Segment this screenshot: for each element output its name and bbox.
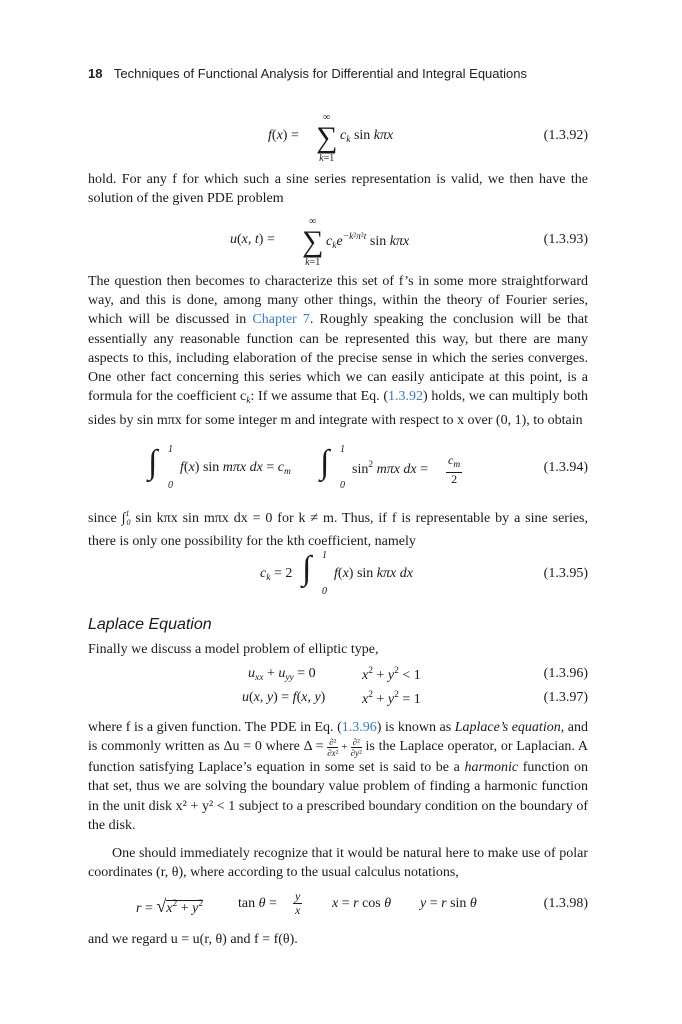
- page-number: 18: [88, 66, 103, 81]
- text: , and is commonly written as Δu = 0 where Δ =: [88, 720, 588, 755]
- paragraph: Finally we discuss a model problem of elliptic type,: [88, 642, 379, 657]
- equation-1-3-95: $c_k = 2$ ∫ 1 0 f(x) sin kπx dx (1.3.95): [260, 550, 588, 597]
- equation-number: (1.3.94): [543, 460, 588, 475]
- text: ) holds, we can multiply both sides by sin mπx for some integer m and integrate with respect to x over (0, 1), to obtain: [88, 389, 588, 429]
- paragraph: hold. For any f for which such a sine series representation is valid, we then have the solution of the given PDE problem: [88, 172, 588, 207]
- equation-1-3-92: f(x) = ∞ ∑ k=1 $c_k$ sin kπx (1.3.92): [268, 112, 588, 164]
- term: Laplace’s equation: [454, 720, 561, 735]
- running-header: [88, 66, 527, 81]
- text: since: [88, 511, 122, 526]
- equation-number: (1.3.96): [543, 666, 588, 681]
- equation-1-3-94: ∫ 1 0 f(x) sin mπx dx = $c_m$ ∫ 1 0 $\sin^2 m\pi x$ dx = $\frac{c_m}{2}$ (1.3.94): [148, 444, 588, 491]
- text: function on that set, thus we are solving the boundary value problem of finding a harmonic function in the unit disk x² + y² < 1 subject to a prescribed boundary condition on the boundary of the disk.: [88, 760, 588, 833]
- equation-number: (1.3.98): [543, 896, 588, 911]
- text: sin kπx sin mπx dx = 0 for k ≠ m. Thus, if f is representable by a sine series, there is only one possibility for the kth coefficient, namely: [88, 511, 589, 550]
- text: ) is known as: [376, 720, 455, 735]
- equation-number: (1.3.93): [543, 232, 588, 247]
- chapter-link[interactable]: Chapter 7: [252, 312, 310, 328]
- text: . Roughly speaking the conclusion will be that essentially any reasonable function can be represented this way, but there are many aspects to this, including elaboration of the precise sense in which the series converges. One other fact concerning this series which we can easily anticipate at this point, is a formula for the coefficient c: [88, 312, 588, 405]
- text: : If we assume that Eq. (: [250, 389, 389, 405]
- paragraph: where f is a given function. The PDE in Eq. (1.3.96) is known as Laplace’s equation, and is commonly written as Δu = 0 where Δ = $\frac{\text{∂²}}{\text{∂x²}}$ + $\frac{\text{∂²}}{\text{∂y²}}$ is the Laplace operator, or Laplacian. A function satisfying Laplace’s equation in some set is said to be a harmonic function on that set, thus we are solving the boundary value problem of finding a harmonic function in the unit disk x² + y² < 1 subject to a prescribed boundary condition on the boundary of the disk.: [88, 720, 588, 833]
- text: where f is a given function. The PDE in Eq. (: [88, 720, 342, 735]
- equation-number: (1.3.97): [543, 690, 588, 705]
- equation-1-3-93: u(x, t) = ∞ ∑ k=1 $c_ke^{-k^2\pi^2t}$ sin kπx (1.3.93): [230, 216, 588, 268]
- text: The question then becomes to characterize this set of f’s in some more straightforward way, and this is done, among many other things, within the theory of Fourier series, which will be discussed in: [88, 274, 588, 328]
- paragraph: and we regard u = u(r, θ) and f = f(θ).: [88, 932, 298, 947]
- book-title: Techniques of Functional Analysis for Differential and Integral Equations: [113, 66, 527, 81]
- section-title: Laplace Equation: [88, 616, 212, 633]
- equation-1-3-96: $u_{xx} + u_{yy} = 0$ $x^2 + y^2 < 1$ (1.3.96): [248, 666, 588, 683]
- term: harmonic: [464, 760, 519, 776]
- paragraph: One should immediately recognize that it would be natural here to make use of polar coordinates (r, θ), where according to the usual calculus notations,: [88, 846, 588, 881]
- equation-1-3-98: $r = √x^2 + y^2$ tan θ = $\frac{y}{x}$ x = r cos θ y = r sin θ (1.3.98): [136, 889, 588, 917]
- paragraph: The question then becomes to characterize this set of f’s in some more straightforward way, and this is done, among many other things, within the theory of Fourier series, which will be discussed in Chapter 7. Roughly speaking the conclusion will be that essentially any reasonable function can be represented this way, but there are many aspects to this, including elaboration of the precise sense in which the series converges. One other fact concerning this series which we can easily anticipate at this point, is a formula for the coefficient $c_k$: If we assume that Eq. (1.3.92) holds, we can multiply both sides by sin mπx for some integer m and integrate with respect to x over (0, 1), to obtain: [88, 274, 588, 429]
- paragraph: since ∫$^1_0$ sin kπx sin mπx dx = 0 for k ≠ m. Thus, if f is representable by a sine series, there is only one possibility for the kth coefficient, namely: [88, 509, 589, 550]
- equation-link[interactable]: 1.3.92: [388, 389, 424, 405]
- equation-1-3-97: u(x, y) = f(x, y) $x^2 + y^2 = 1$ (1.3.97): [242, 690, 588, 707]
- equation-number: (1.3.95): [543, 566, 588, 581]
- text: is the Laplace operator, or Laplacian. A function satisfying Laplace’s equation in some set is said to be a: [88, 739, 588, 776]
- equation-link[interactable]: 1.3.96: [341, 720, 377, 735]
- equation-number: (1.3.92): [543, 128, 588, 143]
